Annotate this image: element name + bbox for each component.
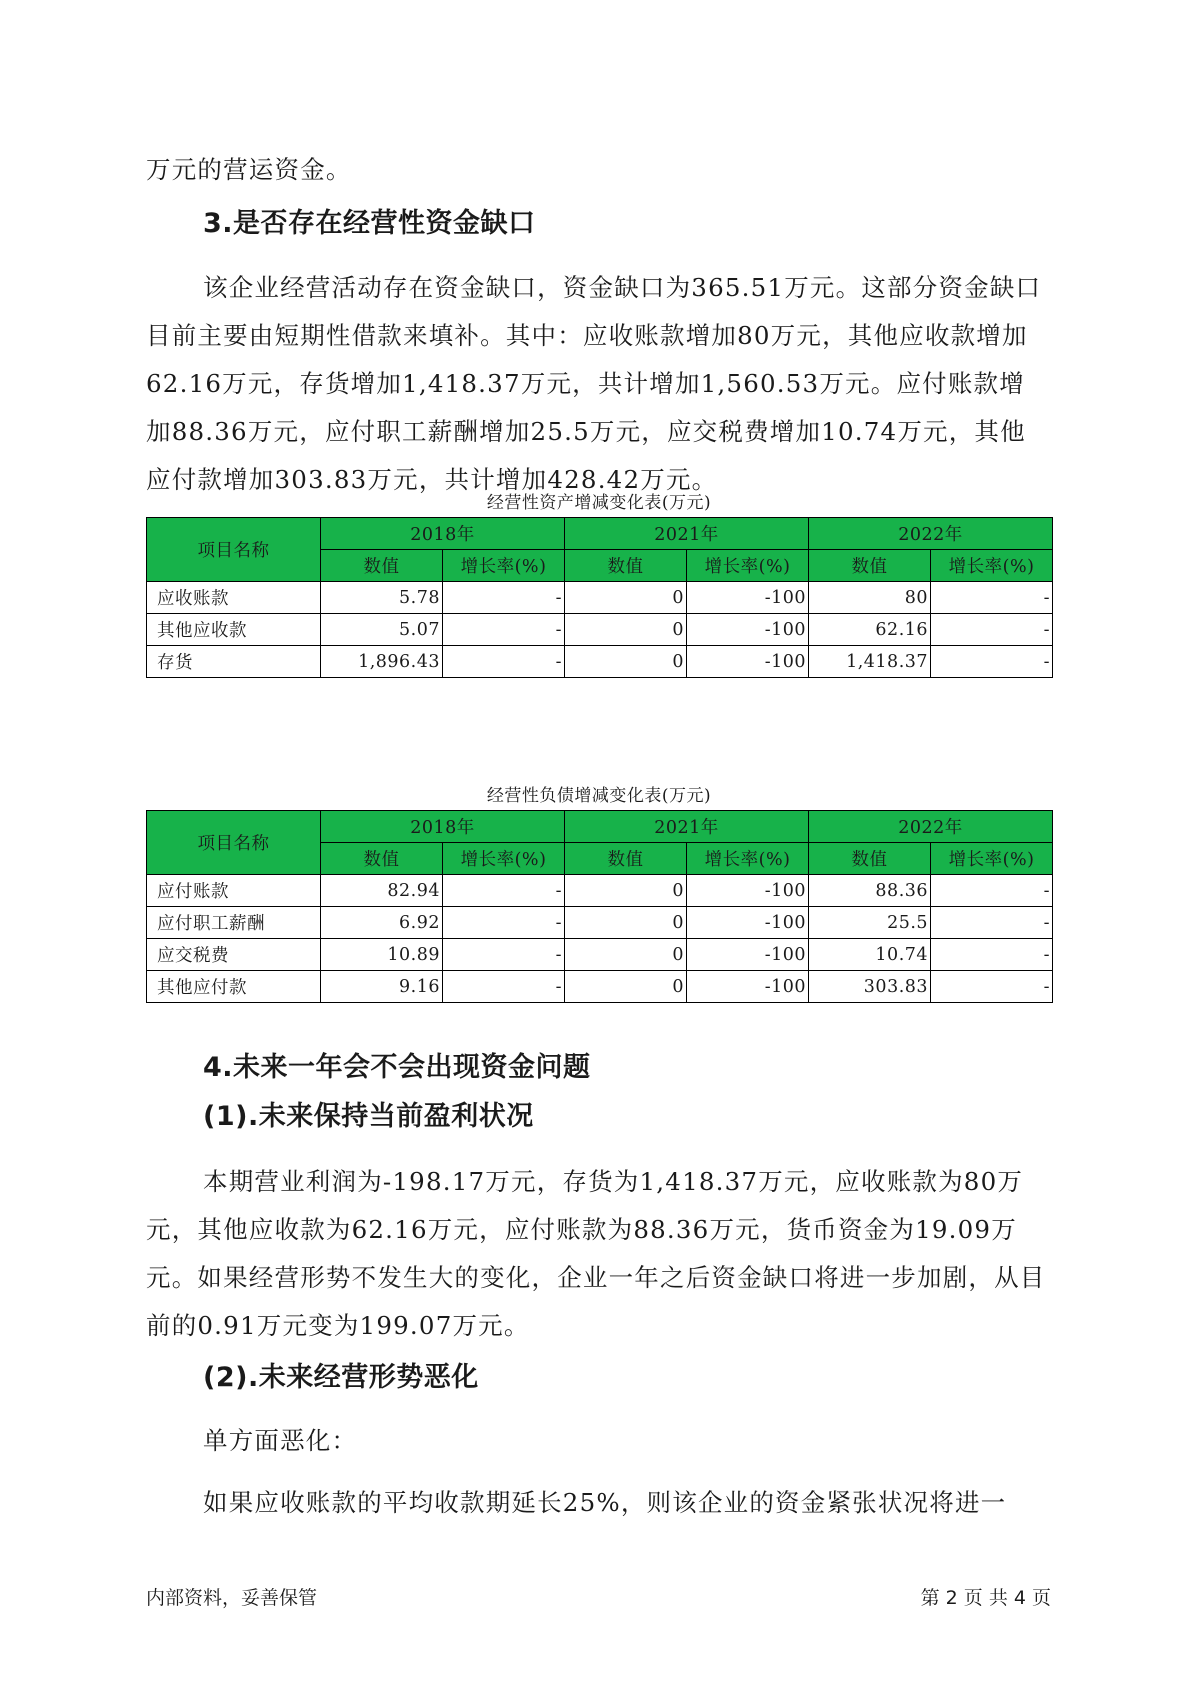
table-cell: 25.5 xyxy=(809,907,931,939)
footer-note: 内部资料，妥善保管 xyxy=(146,1587,318,1609)
header-value: 数值 xyxy=(321,550,443,582)
header-value: 数值 xyxy=(321,843,443,875)
header-value: 数值 xyxy=(565,843,687,875)
table-cell: - xyxy=(443,646,565,678)
table-cell: 0 xyxy=(565,939,687,971)
table-cell: 0 xyxy=(565,907,687,939)
table-cell: 0 xyxy=(565,875,687,907)
row-label: 存货 xyxy=(147,646,321,678)
row-label: 应付账款 xyxy=(147,875,321,907)
assets-change-table xyxy=(146,517,1053,678)
header-growth-rate: 增长率(%) xyxy=(931,843,1053,875)
paragraph-receivables-scenario: 如果应收账款的平均收款期延长25%，则该企业的资金紧张状况将进一 xyxy=(203,1488,1007,1517)
table-row xyxy=(147,582,1053,614)
paragraph-funding-gap: 该企业经营活动存在资金缺口，资金缺口为365.51万元。这部分资金缺口目前主要由短期性借款来填补。其中：应收账款增加80万元，其他应收款增加62.16万元，存货增加1,418.37万元，共计增加1,560.53万元。应付账款增加88.36万元，应付职工薪酬增加25.5万元，应交税费增加10.74万元，其他应付款增加303.83万元，共计增加428.42万元。 xyxy=(146,273,1042,494)
subsection-heading-4-1: (1).未来保持当前盈利状况 xyxy=(203,1101,534,1132)
liabilities-change-table xyxy=(146,810,1053,1003)
header-growth-rate: 增长率(%) xyxy=(931,550,1053,582)
header-year: 2022年 xyxy=(809,811,1053,843)
table-cell: - xyxy=(443,939,565,971)
table-row xyxy=(147,907,1053,939)
table-cell: 82.94 xyxy=(321,875,443,907)
header-item-name: 项目名称 xyxy=(147,811,321,875)
table-cell: 303.83 xyxy=(809,971,931,1003)
table-cell: -100 xyxy=(687,614,809,646)
section-heading-3: 3.是否存在经营性资金缺口 xyxy=(203,208,536,239)
header-year: 2018年 xyxy=(321,518,565,550)
paragraph-continuation: 万元的营运资金。 xyxy=(146,155,352,184)
table-cell: 1,418.37 xyxy=(809,646,931,678)
table-cell: - xyxy=(931,971,1053,1003)
table-row xyxy=(147,971,1053,1003)
table-cell: 5.78 xyxy=(321,582,443,614)
table-cell: 5.07 xyxy=(321,614,443,646)
table-cell: -100 xyxy=(687,971,809,1003)
table-cell: 0 xyxy=(565,582,687,614)
table-cell: -100 xyxy=(687,875,809,907)
paragraph-one-sided: 单方面恶化： xyxy=(203,1426,358,1455)
table-row xyxy=(147,646,1053,678)
header-year: 2021年 xyxy=(565,518,809,550)
table-cell: - xyxy=(443,614,565,646)
table-cell: - xyxy=(931,614,1053,646)
table-cell: 62.16 xyxy=(809,614,931,646)
row-label: 其他应付款 xyxy=(147,971,321,1003)
table-cell: 9.16 xyxy=(321,971,443,1003)
page-number: 第 2 页 共 4 页 xyxy=(920,1587,1051,1609)
table-cell: 1,896.43 xyxy=(321,646,443,678)
table-cell: - xyxy=(931,875,1053,907)
table-row xyxy=(147,875,1053,907)
table-cell: - xyxy=(443,875,565,907)
header-item-name: 项目名称 xyxy=(147,518,321,582)
table-cell: 80 xyxy=(809,582,931,614)
table-cell: 10.74 xyxy=(809,939,931,971)
row-label: 应收账款 xyxy=(147,582,321,614)
table-cell: -100 xyxy=(687,582,809,614)
table-cell: - xyxy=(931,582,1053,614)
table-cell: 0 xyxy=(565,971,687,1003)
header-growth-rate: 增长率(%) xyxy=(443,550,565,582)
table-cell: - xyxy=(931,646,1053,678)
subsection-heading-4-2: (2).未来经营形势恶化 xyxy=(203,1362,479,1393)
header-year: 2018年 xyxy=(321,811,565,843)
table-row xyxy=(147,939,1053,971)
table-cell: - xyxy=(931,939,1053,971)
table-caption-assets: 经营性资产增减变化表(万元) xyxy=(486,493,712,513)
header-year: 2021年 xyxy=(565,811,809,843)
table-cell: -100 xyxy=(687,646,809,678)
table-row xyxy=(147,614,1053,646)
table-cell: - xyxy=(443,582,565,614)
table-cell: - xyxy=(443,971,565,1003)
row-label: 应交税费 xyxy=(147,939,321,971)
row-label: 应付职工薪酬 xyxy=(147,907,321,939)
header-growth-rate: 增长率(%) xyxy=(443,843,565,875)
header-growth-rate: 增长率(%) xyxy=(687,550,809,582)
table-cell: 10.89 xyxy=(321,939,443,971)
header-value: 数值 xyxy=(809,550,931,582)
header-value: 数值 xyxy=(565,550,687,582)
section-heading-4: 4.未来一年会不会出现资金问题 xyxy=(203,1052,591,1083)
table-cell: 88.36 xyxy=(809,875,931,907)
header-growth-rate: 增长率(%) xyxy=(687,843,809,875)
header-year: 2022年 xyxy=(809,518,1053,550)
paragraph-current-profit: 本期营业利润为-198.17万元，存货为1,418.37万元，应收账款为80万元，其他应收款为62.16万元，应付账款为88.36万元，货币资金为19.09万元。如果经营形势不发生大的变化，企业一年之后资金缺口将进一步加剧，从目前的0.91万元变为199.07万元。 xyxy=(146,1167,1046,1340)
table-cell: 6.92 xyxy=(321,907,443,939)
header-value: 数值 xyxy=(809,843,931,875)
table-cell: 0 xyxy=(565,646,687,678)
row-label: 其他应收款 xyxy=(147,614,321,646)
table-cell: -100 xyxy=(687,939,809,971)
table-cell: - xyxy=(443,907,565,939)
table-cell: - xyxy=(931,907,1053,939)
table-cell: 0 xyxy=(565,614,687,646)
table-caption-liabilities: 经营性负债增减变化表(万元) xyxy=(486,786,712,806)
table-cell: -100 xyxy=(687,907,809,939)
